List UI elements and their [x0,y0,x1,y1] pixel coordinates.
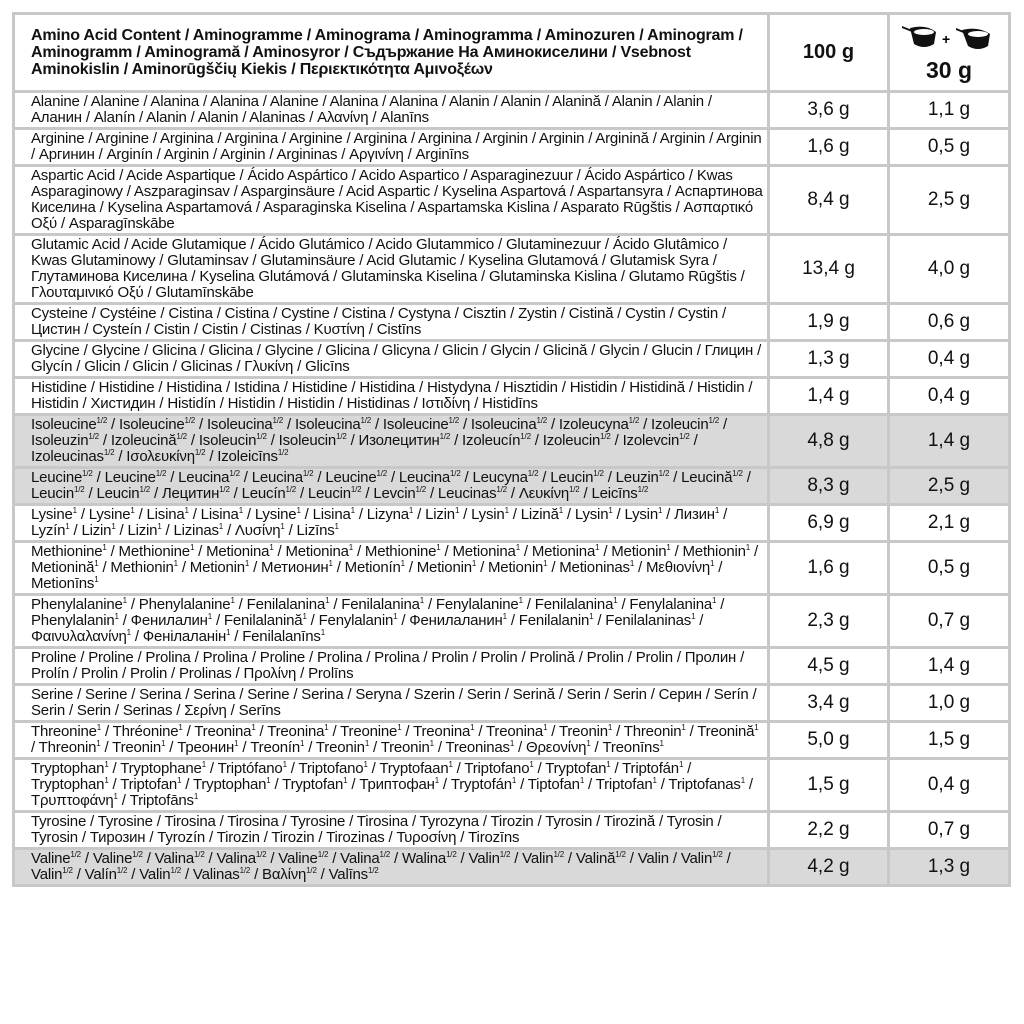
value-per-serving: 1,5 g [889,722,1010,759]
value-per-serving: 0,4 g [889,759,1010,812]
amino-acid-name: Proline / Proline / Prolina / Prolina / Proline / Prolina / Prolina / Prolin / Prolin / Prolină / Prolin / Prolin / Пролин / Prolín / Prolin / Prolin / Prolinas / Προλίνη / Prolīns [14,648,769,685]
value-per-serving: 1,1 g [889,92,1010,129]
value-per-100g: 1,5 g [769,759,889,812]
value-per-serving: 1,3 g [889,849,1010,886]
amino-acid-name: Arginine / Arginine / Arginina / Arginina / Arginine / Arginina / Arginina / Arginin / Arginin / Arginină / Arginin / Arginin / Аргинин / Arginín / Arginin / Arginin / Argininas / Αργινίνη / Arginīns [14,129,769,166]
table-row [14,648,1010,685]
value-per-serving: 2,1 g [889,505,1010,542]
value-per-serving: 1,4 g [889,415,1010,468]
value-per-100g: 4,8 g [769,415,889,468]
table-row [14,129,1010,166]
amino-acid-name: Histidine / Histidine / Histidina / Istidina / Histidine / Histidina / Histydyna / Hisztidin / Histidin / Histidină / Histidin / Histidin / Хистидин / Histidín / Histidin / Histidin / Histidinas / Ιστιδίνη / Histidīns [14,378,769,415]
value-per-100g: 3,6 g [769,92,889,129]
value-per-serving: 0,4 g [889,378,1010,415]
amino-acid-name: Tyrosine / Tyrosine / Tirosina / Tirosina / Tyrosine / Tirosina / Tyrozyna / Tirozin / Tyrosin / Tirozină / Tyrosin / Tyrosin / Тирозин / Tyrozín / Tirozin / Tirozin / Tirozinas / Τυροσίνη / Tirozīns [14,812,769,849]
value-per-serving: 1,0 g [889,685,1010,722]
amino-acid-name: Serine / Serine / Serina / Serina / Serine / Serina / Seryna / Szerin / Serin / Serină / Serin / Serin / Серин / Serín / Serin / Serin / Serinas / Σερίνη / Serīns [14,685,769,722]
column-header-serving [889,14,1010,92]
serving-amount: 30 g [925,56,973,83]
value-per-serving: 1,4 g [889,648,1010,685]
table-row [14,849,1010,886]
value-per-100g: 5,0 g [769,722,889,759]
amino-acid-name: Phenylalanine$^1$ / Phenylalanine$^1$ / Fenilalanina$^1$ / Fenilalanina$^1$ / Fenylalanine$^1$ / Fenilalanina$^1$ / Fenylalanina$^1$ / Phenylalanin$^1$ / Фенилалин$^1$ / Fenilalanină$^1$ / Fenylalanin$^1$ / Фенилаланин$^1$ / Fenilalanin$^1$ / Fenilalaninas$^1$ / Φαινυλαλανίνη$^1$ / Фенілаланін$^1$ / Fenilalanīns$^1$ [14,595,769,648]
table-row [14,304,1010,341]
value-per-100g: 1,4 g [769,378,889,415]
value-per-serving: 0,6 g [889,304,1010,341]
value-per-100g: 2,2 g [769,812,889,849]
value-per-serving: 0,5 g [889,129,1010,166]
header-row [14,14,1010,92]
amino-acid-name: Threonine$^1$ / Thréonine$^1$ / Treonina$^1$ / Treonina$^1$ / Treonine$^1$ / Treonina$^1$ / Treonina$^1$ / Treonin$^1$ / Threonin$^1$ / Treonină$^1$ / Threonin$^1$ / Treonin$^1$ / Треонин$^1$ / Treonín$^1$ / Treonin$^1$ / Treonin$^1$ / Treoninas$^1$ / Θρεονίνη$^1$ / Treonīns$^1$ [14,722,769,759]
amino-acid-table [12,12,1011,887]
table-row [14,378,1010,415]
amino-acid-table-container [12,12,1008,1012]
table-row [14,468,1010,505]
value-per-100g: 1,6 g [769,129,889,166]
amino-acid-name: Glutamic Acid / Acide Glutamique / Ácido Glutámico / Acido Glutammico / Glutaminezuur / Ácido Glutâmico / Kwas Glutaminowy / Glutaminsav / Glutaminsäure / Acid Glutamic / Kyselina Glutamová / Glutamisk Syra / Глутаминова Киселина / Kyselina Glutámová / Glutaminska Kiselina / Glutaminska Kislina / Glutamo Rūgštis / Γλουταμινικό Οξύ / Glutamīnskābe [14,235,769,304]
table-row [14,542,1010,595]
value-per-serving: 0,4 g [889,341,1010,378]
column-header-100g: 100 g [769,14,889,92]
table-row [14,166,1010,235]
value-per-100g: 13,4 g [769,235,889,304]
plus-sign: + [942,30,951,47]
value-per-100g: 8,3 g [769,468,889,505]
table-row [14,505,1010,542]
value-per-serving: 0,7 g [889,595,1010,648]
value-per-100g: 8,4 g [769,166,889,235]
table-row [14,759,1010,812]
table-row [14,415,1010,468]
amino-acid-name: Alanine / Alanine / Alanina / Alanina / Alanine / Alanina / Alanina / Alanin / Alanin / Alanină / Alanin / Alanin / Аланин / Alanín / Alanin / Alanin / Alaninas / Αλανίνη / Alanīns [14,92,769,129]
value-per-serving: 2,5 g [889,166,1010,235]
value-per-100g: 2,3 g [769,595,889,648]
amino-acid-name: Tryptophan$^1$ / Tryptophane$^1$ / Triptófano$^1$ / Triptofano$^1$ / Tryptofaan$^1$ / Triptofano$^1$ / Tryptofan$^1$ / Triptofán$^1$ / Tryptophan$^1$ / Triptofan$^1$ / Tryptophan$^1$ / Tryptofan$^1$ / Триптофан$^1$ / Tryptofán$^1$ / Tiptofan$^1$ / Triptofan$^1$ / Triptofanas$^1$ / Τρυπτοφάνη$^1$ / Triptofāns$^1$ [14,759,769,812]
table-row [14,812,1010,849]
value-per-serving: 0,5 g [889,542,1010,595]
table-row [14,341,1010,378]
amino-acid-name: Aspartic Acid / Acide Aspartique / Ácido Aspártico / Acido Aspartico / Asparaginezuur / Ácido Aspártico / Kwas Asparaginowy / Aszparaginsav / Asparginsäure / Acid Aspartic / Kyselina Aspartová / Aspartansyra / Аспартинова Киселина / Kyselina Aspartamová / Asparaginska Kiselina / Aspartamska Kislina / Asparato Rūgštis / Ασπαρτικό Οξύ / Asparagīnskābe [14,166,769,235]
table-row [14,722,1010,759]
value-per-100g: 6,9 g [769,505,889,542]
value-per-100g: 3,4 g [769,685,889,722]
table-row [14,92,1010,129]
table-row [14,685,1010,722]
value-per-serving: 4,0 g [889,235,1010,304]
value-per-serving: 2,5 g [889,468,1010,505]
value-per-100g: 1,9 g [769,304,889,341]
table-row [14,595,1010,648]
two-scoops-icon [900,22,996,52]
value-per-100g: 1,6 g [769,542,889,595]
table-title: Amino Acid Content / Aminogramme / Aminograma / Aminogramma / Aminozuren / Aminogram / Aminogramm / Aminogramă / Aminosyror / Съдържание На Аминокиселини / Vsebnost Aminokislin / Aminorūgščių Kiekis / Περιεκτικότητα Αμινοξέων [14,14,769,92]
amino-acid-name: Cysteine / Cystéine / Cistina / Cistina / Cystine / Cistina / Cystyna / Cisztin / Zystin / Cistină / Cystin / Cystin / Цистин / Cysteín / Cistin / Cistin / Cistinas / Κυστίνη / Cistīns [14,304,769,341]
value-per-100g: 1,3 g [769,341,889,378]
table-row [14,235,1010,304]
amino-acid-name: Methionine$^1$ / Methionine$^1$ / Metionina$^1$ / Metionina$^1$ / Methionine$^1$ / Metionina$^1$ / Metionina$^1$ / Metionin$^1$ / Methionin$^1$ / Metionină$^1$ / Methionin$^1$ / Metionin$^1$ / Метионин$^1$ / Metionín$^1$ / Metionin$^1$ / Metionin$^1$ / Metioninas$^1$ / Μεθιονίνη$^1$ / Metionīns$^1$ [14,542,769,595]
amino-acid-name: Glycine / Glycine / Glicina / Glicina / Glycine / Glicina / Glicyna / Glicin / Glycin / Glicină / Glycin / Glucin / Глицин / Glycín / Glicin / Glicin / Glicinas / Γλυκίνη / Glicīns [14,341,769,378]
amino-acid-name: Leucine$^{1/2}$ / Leucine$^{1/2}$ / Leucina$^{1/2}$ / Leucina$^{1/2}$ / Leucine$^{1/2}$ / Leucina$^{1/2}$ / Leucyna$^{1/2}$ / Leucin$^{1/2}$ / Leuzin$^{1/2}$ / Leucină$^{1/2}$ / Leucin$^{1/2}$ / Leucin$^{1/2}$ / Лецитин$^{1/2}$ / Leucín$^{1/2}$ / Leucin$^{1/2}$ / Levcin$^{1/2}$ / Leucinas$^{1/2}$ / Λευκίνη$^{1/2}$ / Leicīns$^{1/2}$ [14,468,769,505]
amino-acid-name: Lysine$^1$ / Lysine$^1$ / Lisina$^1$ / Lisina$^1$ / Lysine$^1$ / Lisina$^1$ / Lizyna$^1$ / Lizin$^1$ / Lysin$^1$ / Lizină$^1$ / Lysin$^1$ / Lysin$^1$ / Лизин$^1$ / Lyzín$^1$ / Lizin$^1$ / Lizin$^1$ / Lizinas$^1$ / Λυσίνη$^1$ / Lizīns$^1$ [14,505,769,542]
value-per-serving: 0,7 g [889,812,1010,849]
value-per-100g: 4,5 g [769,648,889,685]
amino-acid-name: Isoleucine$^{1/2}$ / Isoleucine$^{1/2}$ / Isoleucina$^{1/2}$ / Isoleucina$^{1/2}$ / Isoleucine$^{1/2}$ / Isoleucina$^{1/2}$ / Izoleucyna$^{1/2}$ / Izoleucin$^{1/2}$ / Isoleuzin$^{1/2}$ / Izoleucină$^{1/2}$ / Isoleucin$^{1/2}$ / Isoleucin$^{1/2}$ / Изолецитин$^{1/2}$ / Izoleucín$^{1/2}$ / Izoleucin$^{1/2}$ / Izolevcin$^{1/2}$ / Izoleucinas$^{1/2}$ / Ισολευκίνη$^{1/2}$ / Izoleicīns$^{1/2}$ [14,415,769,468]
value-per-100g: 4,2 g [769,849,889,886]
amino-acid-name: Valine$^{1/2}$ / Valine$^{1/2}$ / Valina$^{1/2}$ / Valina$^{1/2}$ / Valine$^{1/2}$ / Valina$^{1/2}$ / Walina$^{1/2}$ / Valin$^{1/2}$ / Valin$^{1/2}$ / Valină$^{1/2}$ / Valin / Valin$^{1/2}$ / Valin$^{1/2}$ / Valín$^{1/2}$ / Valin$^{1/2}$ / Valinas$^{1/2}$ / Βαλίνη$^{1/2}$ / Valīns$^{1/2}$ [14,849,769,886]
